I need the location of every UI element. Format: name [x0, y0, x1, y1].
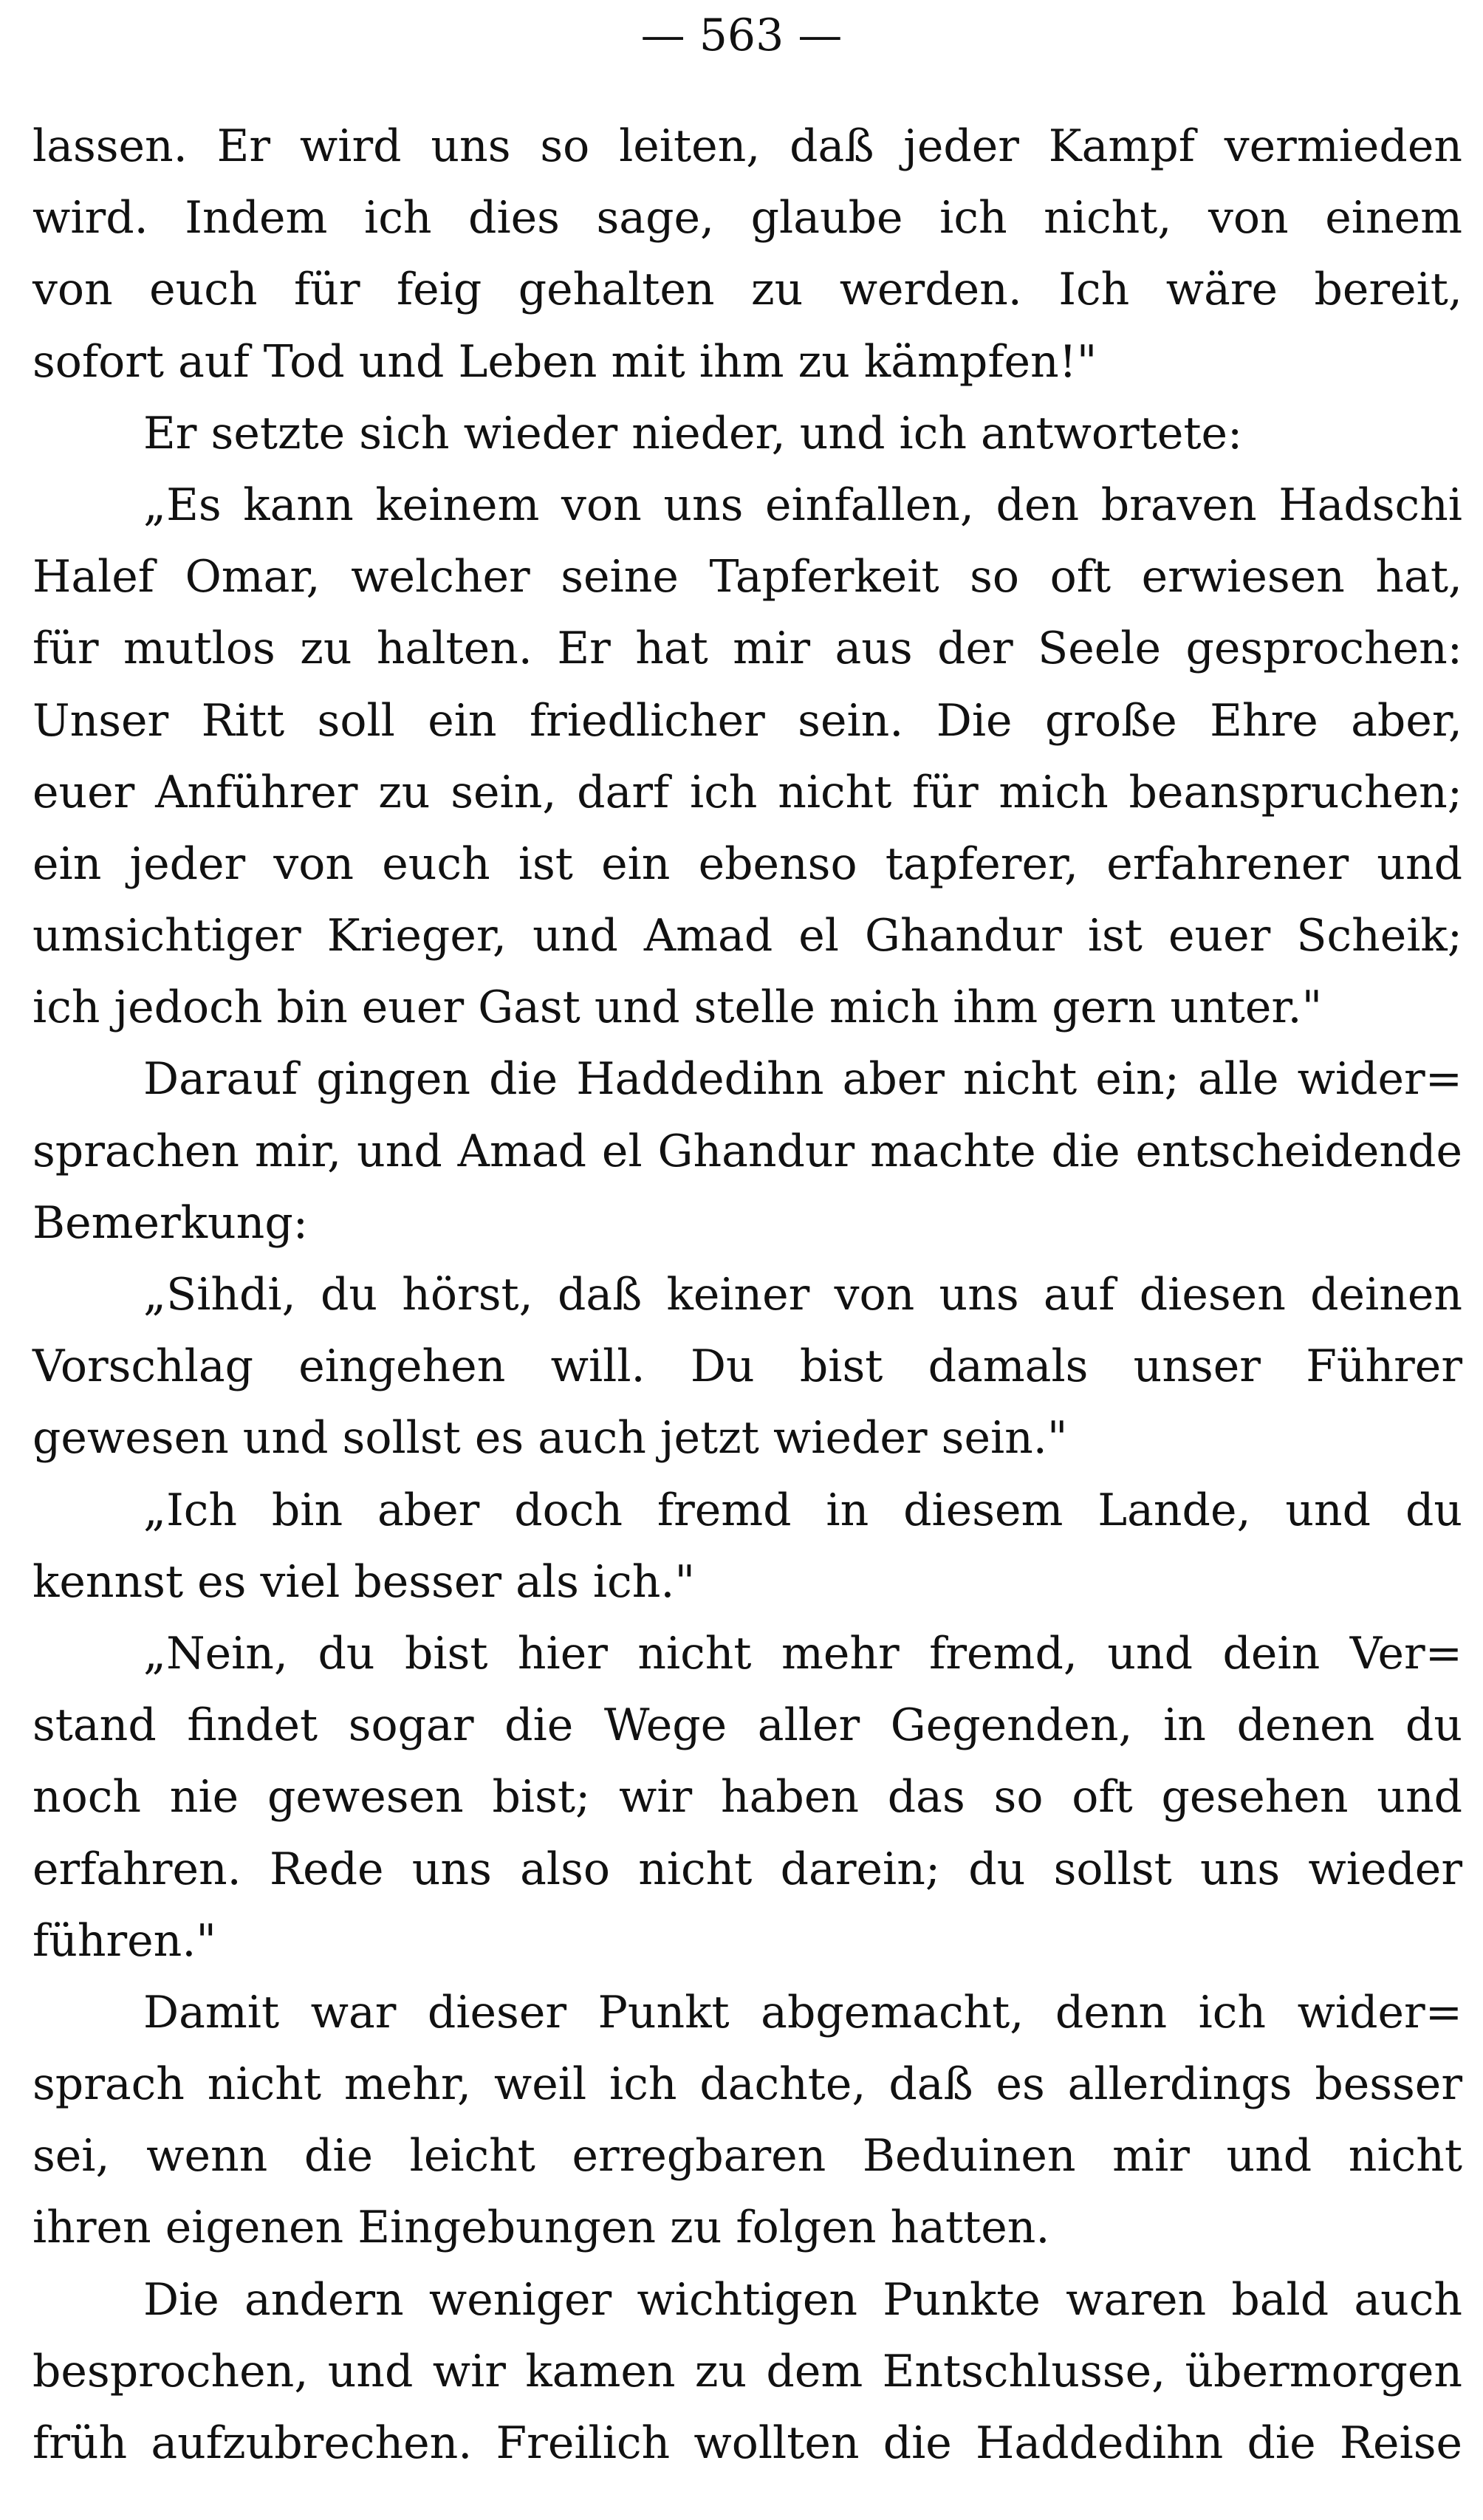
- text-line: „Nein, du bist hier nicht mehr fremd, und dein Ver=: [143, 1627, 1462, 1680]
- text-line: gewesen und sollst es auch jetzt wieder sein.": [32, 1412, 1068, 1465]
- text-line: besprochen, und wir kamen zu dem Entschlusse, übermorgen: [32, 2345, 1462, 2397]
- text-line: Bemerkung:: [32, 1196, 308, 1249]
- text-line: Die andern weniger wichtigen Punkte waren bald auch: [143, 2273, 1462, 2326]
- text-line: noch nie gewesen bist; wir haben das so oft gesehen und: [32, 1771, 1462, 1824]
- text-line: für mutlos zu halten. Er hat mir aus der Seele gesprochen:: [32, 623, 1462, 675]
- text-line: ein jeder von euch ist ein ebenso tapferer, erfahrener und: [32, 838, 1462, 890]
- text-line: „Sihdi, du hörst, daß keiner von uns auf diesen deinen: [143, 1269, 1462, 1321]
- text-line: führen.": [32, 1914, 216, 1967]
- text-line: Unser Ritt soll ein friedlicher sein. Die große Ehre aber,: [32, 694, 1462, 747]
- text-line: wird. Indem ich dies sage, glaube ich nicht, von einem: [32, 192, 1462, 244]
- text-line: Darauf gingen die Haddedihn aber nicht ein; alle wider=: [143, 1053, 1462, 1106]
- text-line: erfahren. Rede uns also nicht darein; du sollst uns wieder: [32, 1843, 1462, 1895]
- text-line: Damit war dieser Punkt abgemacht, denn ich wider=: [143, 1986, 1462, 2038]
- text-line: sofort auf Tod und Leben mit ihm zu kämpfen!": [32, 335, 1097, 388]
- text-line: „Es kann keinem von uns einfallen, den braven Hadschi: [143, 479, 1462, 531]
- text-line: Halef Omar, welcher seine Tapferkeit so oft erwiesen hat,: [32, 551, 1462, 603]
- text-line: sprach nicht mehr, weil ich dachte, daß es allerdings besser: [32, 2058, 1462, 2111]
- text-line: euer Anführer zu sein, darf ich nicht für mich beanspruchen;: [32, 766, 1462, 818]
- text-line: „Ich bin aber doch fremd in diesem Lande, und du: [143, 1484, 1462, 1536]
- page-number: — 563 —: [640, 10, 843, 61]
- text-line: kennst es viel besser als ich.": [32, 1555, 696, 1608]
- text-line: lassen. Er wird uns so leiten, daß jeder Kampf vermieden: [32, 120, 1462, 172]
- text-line: Er setzte sich wieder nieder, und ich antwortete:: [143, 407, 1243, 459]
- text-line: umsichtiger Krieger, und Amad el Ghandur ist euer Scheik;: [32, 910, 1462, 962]
- text-line: sprachen mir, und Amad el Ghandur machte die entscheidende: [32, 1125, 1462, 1177]
- text-line: ich jedoch bin euer Gast und stelle mich ihm gern unter.": [32, 982, 1323, 1034]
- text-line: von euch für feig gehalten zu werden. Ich wäre bereit,: [32, 264, 1462, 316]
- text-line: früh aufzubrechen. Freilich wollten die Haddedihn die Reise: [32, 2417, 1462, 2469]
- body-text: [32, 111, 1462, 2479]
- text-line: Vorschlag eingehen will. Du bist damals unser Führer: [32, 1341, 1462, 1393]
- text-line: stand findet sogar die Wege aller Gegenden, in denen du: [32, 1699, 1462, 1752]
- text-line: ihren eigenen Eingebungen zu folgen hatten.: [32, 2202, 1050, 2254]
- text-line: sei, wenn die leicht erregbaren Beduinen mir und nicht: [32, 2130, 1462, 2182]
